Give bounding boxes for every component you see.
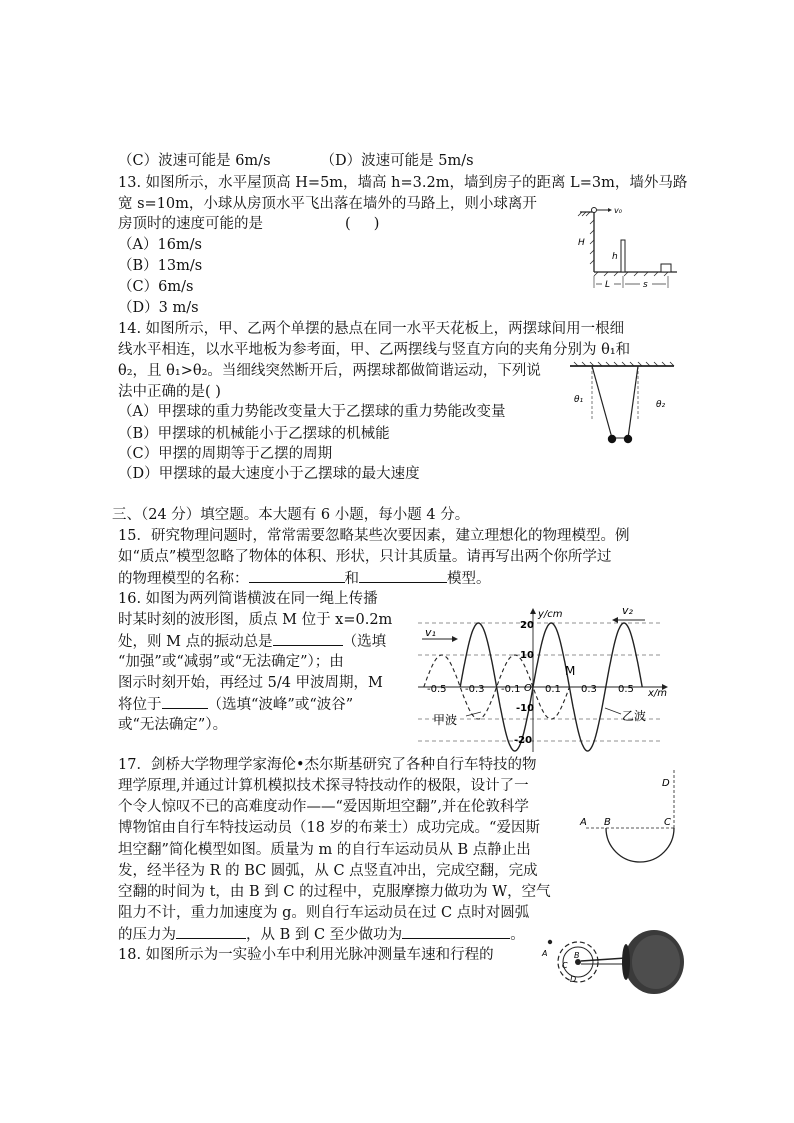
H-label: H bbox=[578, 238, 585, 248]
theta1-label: θ₁ bbox=[574, 395, 584, 405]
q14-line1: 14. 如图所示，甲、乙两个单摆的悬点在同一水平天花板上，两摆球间用一根细 bbox=[118, 321, 625, 337]
L-label: L bbox=[605, 280, 611, 290]
x-tick: 0.3 bbox=[581, 684, 597, 695]
q13-line1: 13. 如图所示，水平屋顶高 H=5m，墙高 h=3.2m，墙到房子的距离 L=3m，墙外马路 bbox=[118, 175, 688, 191]
label-D: D bbox=[570, 975, 577, 984]
h-label: h bbox=[612, 252, 618, 262]
label-C: C bbox=[562, 961, 568, 970]
answer-blank bbox=[162, 694, 208, 709]
y-axis-label: y/cm bbox=[538, 609, 563, 620]
q16-line6: 将位于 （选填“波峰”或“波谷” bbox=[118, 694, 353, 715]
q16-line2: 时某时刻的波形图，质点 M 位于 x=0.2m bbox=[118, 612, 393, 628]
q18-line1: 18. 如图所示为一实验小车中利用光脉冲测量车速和行程的 bbox=[118, 947, 494, 963]
q17-line6: 发，经半径为 R 的 BC 圆弧，从 C 点竖直冲出，完成空翻，完成 bbox=[118, 863, 538, 879]
wave-a-label: 甲波 bbox=[433, 713, 458, 727]
answer-blank bbox=[176, 924, 246, 939]
q14-option-c: （C）甲摆的周期等于乙摆的周期 bbox=[118, 446, 333, 462]
q15-line2: 如“质点”模型忽略了物体的体积、形状，只计其质量。请再写出两个你所学过 bbox=[118, 549, 612, 565]
q17-line1: 17．剑桥大学物理学家海伦•杰尔斯基研究了各种自行车特技的物 bbox=[118, 757, 537, 773]
q17-line5: 坦空翻”简化模型如图。质量为 m 的自行车运动员从 B 点静止出 bbox=[118, 842, 531, 858]
q17-line3: 个令人惊叹不已的高难度动作——“爱因斯坦空翻”,并在伦敦科学 bbox=[118, 799, 529, 815]
q13-figure bbox=[572, 200, 682, 295]
theta2-label: θ₂ bbox=[656, 400, 666, 410]
x-tick: -0.1 bbox=[501, 684, 521, 695]
x-tick: 0.1 bbox=[545, 684, 561, 695]
q12-option-d: （D）波速可能是 5m/s bbox=[320, 153, 474, 169]
q12-option-c: （C）波速可能是 6m/s bbox=[118, 153, 271, 169]
q13-option-b: （B）13m/s bbox=[118, 258, 203, 274]
x-tick: -0.5 bbox=[427, 684, 447, 695]
v2-label: v₂ bbox=[622, 604, 633, 617]
q16-wave-figure bbox=[400, 600, 690, 760]
x-axis-label: x/m bbox=[648, 688, 668, 699]
answer-blank bbox=[359, 568, 447, 583]
q14-option-b: （B）甲摆球的机械能小于乙摆球的机械能 bbox=[118, 426, 390, 442]
q12-options bbox=[118, 151, 474, 171]
q14-line4: 法中正确的是( ) bbox=[118, 384, 221, 400]
q17-line8: 阻力不计，重力加速度为 g。则自行车运动员在过 C 点时对圆弧 bbox=[118, 905, 530, 921]
q13-option-d: （D）3 m/s bbox=[118, 300, 199, 316]
q13-option-a: （A）16m/s bbox=[118, 237, 202, 253]
q14-option-d: （D）甲摆球的最大速度小于乙摆球的最大速度 bbox=[118, 466, 420, 482]
q16-line1: 16. 如图为两列简谐横波在同一绳上传播 bbox=[118, 591, 378, 607]
answer-blank bbox=[273, 631, 343, 646]
q14-figure bbox=[568, 362, 678, 447]
x-tick: 0.5 bbox=[618, 684, 634, 695]
q13-line2: 宽 s=10m，小球从房顶水平飞出落在墙外的马路上，则小球离开 bbox=[118, 196, 537, 212]
q14-line2: 线水平相连，以水平地板为参考面，甲、乙两摆线与竖直方向的夹角分别为 θ₁和 bbox=[118, 342, 631, 358]
point-M-label: M bbox=[565, 664, 576, 678]
q15-line3: 的物理模型的名称： 和 模型。 bbox=[118, 568, 491, 589]
section-heading: 三、（24 分）填空题。本大题有 6 小题，每小题 4 分。 bbox=[112, 507, 470, 523]
q17-line4: 博物馆由自行车特技运动员（18 岁的布莱士）成功完成。“爱因斯 bbox=[118, 820, 540, 836]
point-D-label: D bbox=[662, 778, 670, 789]
y-tick: -10 bbox=[516, 703, 535, 714]
q13-stem-end: 房顶时的速度可能的是 bbox=[118, 216, 263, 232]
q14-line3: θ₂，且 θ₁>θ₂。当细线突然断开后，两摆球都做简谐运动，下列说 bbox=[118, 363, 541, 379]
label-A: A bbox=[542, 949, 548, 958]
y-tick: 20 bbox=[520, 620, 534, 631]
label-B: B bbox=[574, 951, 580, 960]
point-C-label: C bbox=[664, 817, 671, 828]
q16-line5: 图示时刻开始，再经过 5/4 甲波周期，M bbox=[118, 675, 383, 691]
q13-line3 bbox=[118, 214, 379, 234]
q16-line3: 处，则 M 点的振动总是 （选填 bbox=[118, 631, 386, 652]
q13-option-c: （C）6m/s bbox=[118, 279, 194, 295]
point-B-label: B bbox=[604, 817, 611, 828]
v1-label: v₁ bbox=[425, 626, 436, 639]
q17-line7: 空翻的时间为 t，由 B 到 C 的过程中，克服摩擦力做功为 W，空气 bbox=[118, 884, 551, 900]
q17-figure bbox=[578, 768, 688, 898]
answer-blank bbox=[402, 924, 510, 939]
q16-line7: 或“无法确定”）。 bbox=[118, 717, 228, 733]
point-A-label: A bbox=[580, 817, 587, 828]
y-tick: 10 bbox=[520, 650, 534, 661]
answer-blank bbox=[249, 568, 345, 583]
origin-label: O bbox=[524, 683, 532, 694]
q18-figure bbox=[540, 926, 688, 996]
q15-line1: 15．研究物理问题时，常常需要忽略某些次要因素，建立理想化的物理模型。例 bbox=[118, 528, 630, 544]
answer-paren: ( ) bbox=[345, 216, 380, 232]
v0-label: v₀ bbox=[614, 206, 622, 215]
q14-option-a: （A）甲摆球的重力势能改变量大于乙摆球的重力势能改变量 bbox=[118, 404, 506, 420]
x-tick: -0.3 bbox=[465, 684, 485, 695]
s-label: s bbox=[643, 280, 648, 290]
q17-line2: 理学原理,并通过计算机模拟技术探寻特技动作的极限，设计了一 bbox=[118, 778, 529, 794]
q17-line9: 的压力为 ，从 B 到 C 至少做功为 。 bbox=[118, 924, 525, 945]
wave-b-label: 乙波 bbox=[622, 709, 647, 723]
q16-line4: “加强”或“减弱”或“无法确定”）；由 bbox=[118, 654, 344, 670]
y-tick: -20 bbox=[514, 735, 533, 746]
